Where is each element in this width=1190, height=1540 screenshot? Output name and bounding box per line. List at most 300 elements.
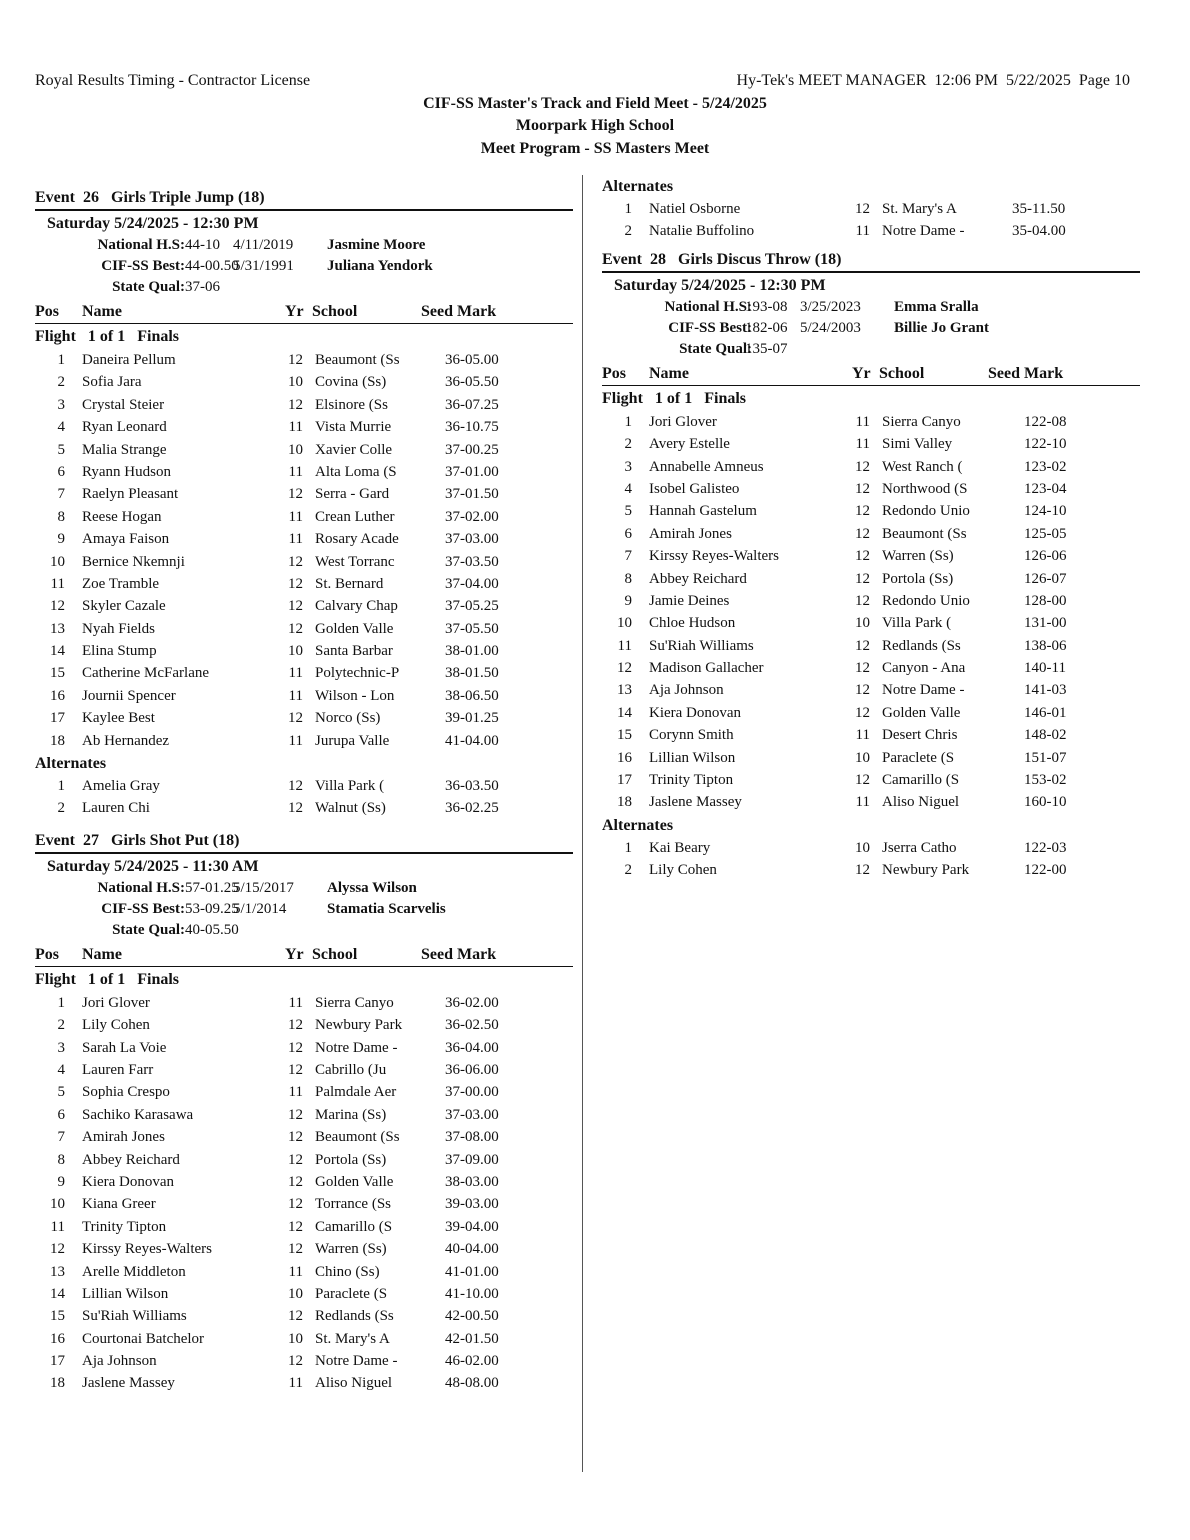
entry-row	[35, 685, 573, 707]
entry-name: Kiera Donovan	[649, 704, 742, 721]
entry-year: 12	[288, 710, 303, 727]
record-cifss	[35, 899, 573, 920]
entry-school: Jurupa Valle	[315, 732, 390, 749]
entry-seed-mark: 125-05	[1024, 525, 1067, 542]
entry-school: Alta Loma (S	[315, 463, 397, 480]
record-label: CIF-SS Best:	[101, 900, 185, 917]
entry-school: Covina (Ss)	[315, 374, 387, 391]
column-divider	[582, 175, 583, 1472]
entry-pos: 6	[57, 1106, 65, 1123]
entry-pos: 3	[57, 1039, 65, 1056]
entry-school: Beaumont (Ss	[882, 525, 967, 542]
entry-row	[35, 595, 573, 617]
entry-name: Sarah La Voie	[82, 1039, 167, 1056]
column-headers	[602, 363, 1140, 386]
entry-school: Notre Dame -	[315, 1353, 398, 1370]
entry-row	[602, 702, 1140, 724]
entry-seed-mark: 123-04	[1024, 480, 1067, 497]
entry-pos: 12	[50, 1241, 65, 1258]
entry-name: Su'Riah Williams	[649, 637, 754, 654]
venue-title: Moorpark High School	[515, 117, 675, 134]
record-national	[35, 878, 573, 899]
entry-year: 11	[288, 463, 303, 480]
col-pos: Pos	[602, 364, 626, 382]
entry-seed-mark: 41-10.00	[445, 1285, 499, 1302]
entry-year: 12	[855, 704, 870, 721]
record-date: 4/11/2019	[233, 237, 294, 253]
entry-row	[602, 568, 1140, 590]
entry-year: 10	[288, 1330, 303, 1347]
entry-row	[35, 394, 573, 416]
entry-name: Courtonai Batchelor	[82, 1330, 205, 1347]
entry-pos: 3	[57, 396, 65, 413]
entry-year: 12	[288, 553, 303, 570]
entry-seed-mark: 37-01.50	[445, 486, 499, 503]
entry-school: Aliso Niguel	[882, 794, 960, 811]
entry-row	[602, 545, 1140, 567]
entry-school: Marina (Ss)	[315, 1106, 387, 1123]
entry-school: Torrance (Ss	[315, 1196, 392, 1213]
entry-school: Newbury Park	[315, 1017, 403, 1034]
entry-name: Lily Cohen	[82, 1017, 150, 1034]
license-text: Royal Results Timing - Contractor License	[35, 72, 311, 89]
entry-seed-mark: 41-01.00	[445, 1263, 499, 1280]
entry-seed-mark: 148-02	[1024, 727, 1067, 744]
entry-year: 12	[288, 1017, 303, 1034]
entry-name: Raelyn Pleasant	[82, 486, 179, 503]
entry-school: Redlands (Ss	[315, 1308, 394, 1325]
entry-seed-mark: 39-01.25	[445, 710, 499, 727]
entry-row	[35, 707, 573, 729]
entry-seed-mark: 128-00	[1024, 592, 1067, 609]
record-holder: Billie Jo Grant	[894, 319, 989, 336]
entry-school: Beaumont (Ss	[315, 1129, 400, 1146]
entry-name: Amaya Faison	[82, 531, 170, 548]
entry-year: 10	[855, 615, 870, 632]
entry-year: 12	[855, 458, 870, 475]
entry-year: 12	[855, 637, 870, 654]
entry-seed-mark: 37-00.00	[445, 1084, 499, 1101]
entry-name: Sophia Crespo	[82, 1084, 170, 1101]
entry-seed-mark: 36-02.50	[445, 1017, 499, 1034]
record-date: 3/25/2023	[800, 298, 861, 315]
entry-school: Walnut (Ss)	[315, 800, 386, 817]
entry-name: Lillian Wilson	[82, 1285, 169, 1302]
entry-pos: 16	[50, 1330, 65, 1347]
entry-row	[35, 992, 573, 1014]
entry-seed-mark: 146-01	[1024, 704, 1067, 721]
event-title: Event 27 Girls Shot Put (18)	[35, 830, 573, 854]
entry-name: Zoe Tramble	[82, 575, 160, 592]
entry-year: 11	[855, 223, 870, 240]
entry-school: Santa Barbar	[315, 643, 393, 660]
entry-school: Golden Valle	[315, 620, 394, 637]
entry-year: 12	[288, 396, 303, 413]
entry-name: Aja Johnson	[82, 1353, 157, 1370]
entry-row	[602, 220, 1140, 242]
entry-year: 10	[288, 441, 303, 458]
entry-year: 12	[288, 598, 303, 615]
entry-seed-mark: 38-03.00	[445, 1173, 499, 1190]
col-school: School	[879, 364, 925, 382]
entry-year: 12	[855, 570, 870, 587]
program-title: Meet Program - SS Masters Meet	[480, 140, 710, 157]
entry-school: Golden Valle	[882, 704, 961, 721]
entry-name: Kai Beary	[649, 839, 711, 856]
entry-pos: 5	[57, 441, 65, 458]
entry-row	[35, 528, 573, 550]
entry-name: Hannah Gastelum	[649, 503, 757, 520]
entry-year: 10	[288, 1285, 303, 1302]
entry-name: Daneira Pellum	[82, 352, 176, 368]
entry-school: Chino (Ss)	[315, 1263, 380, 1280]
col-pos: Pos	[35, 303, 59, 320]
entry-school: Wilson - Lon	[315, 687, 395, 704]
event-section	[35, 830, 573, 1395]
col-yr: Yr	[852, 364, 871, 382]
entry-school: Cabrillo (Ju	[315, 1061, 387, 1078]
entry-school: Warren (Ss)	[315, 1241, 387, 1258]
entry-year: 12	[855, 592, 870, 609]
entry-year: 11	[288, 1375, 303, 1392]
record-holder: Jasmine Moore	[327, 237, 426, 253]
entry-row	[602, 769, 1140, 791]
entry-name: Ab Hernandez	[82, 732, 170, 749]
entry-seed-mark: 39-04.00	[445, 1218, 499, 1235]
entry-year: 12	[855, 503, 870, 520]
entry-school: Rosary Acade	[315, 531, 399, 548]
entry-row	[35, 483, 573, 505]
flight-label: Flight 1 of 1 Finals	[35, 970, 180, 988]
entry-name: Crystal Steier	[82, 396, 165, 413]
entry-year: 11	[288, 1263, 303, 1280]
record-holder: Stamatia Scarvelis	[327, 900, 446, 917]
entry-pos: 18	[617, 794, 632, 811]
column-headers	[35, 301, 573, 324]
event27-alternates-continued	[602, 175, 1140, 243]
record-state	[35, 920, 573, 941]
entry-seed-mark: 122-08	[1024, 413, 1067, 430]
entry-pos: 5	[57, 1084, 65, 1101]
alternates-list	[602, 837, 1140, 882]
entry-name: Corynn Smith	[649, 727, 734, 744]
entry-pos: 2	[57, 374, 65, 391]
entry-name: Kirssy Reyes-Walters	[649, 548, 780, 565]
entry-seed-mark: 42-00.50	[445, 1308, 499, 1325]
entry-seed-mark: 38-01.00	[445, 643, 499, 660]
record-state	[35, 277, 573, 298]
entry-row	[35, 775, 573, 797]
entry-seed-mark: 36-03.50	[445, 778, 499, 795]
entry-year: 12	[855, 682, 870, 699]
entry-name: Isobel Galisteo	[649, 480, 740, 497]
entry-year: 12	[855, 201, 870, 217]
entry-year: 11	[855, 413, 870, 430]
entry-school: Crean Luther	[315, 508, 395, 525]
entry-school: Newbury Park	[882, 862, 970, 879]
entry-row	[35, 1261, 573, 1283]
entry-row	[35, 1081, 573, 1103]
entry-year: 11	[855, 436, 870, 453]
entry-seed-mark: 36-04.00	[445, 1039, 499, 1056]
col-seed: Seed Mark	[421, 303, 497, 320]
entry-pos: 1	[624, 413, 632, 430]
entry-pos: 10	[617, 615, 632, 632]
entry-name: Reese Hogan	[82, 508, 162, 525]
entry-seed-mark: 41-04.00	[445, 732, 499, 749]
entry-school: Portola (Ss)	[882, 570, 954, 587]
entry-seed-mark: 37-04.00	[445, 575, 499, 592]
entry-name: Annabelle Amneus	[649, 458, 764, 475]
entry-pos: 1	[57, 778, 65, 795]
entry-school: Paraclete (S	[315, 1285, 388, 1302]
entry-seed-mark: 36-05.00	[445, 352, 499, 368]
entry-name: Bernice Nkemnji	[82, 553, 185, 570]
entry-pos: 2	[57, 1017, 65, 1034]
entry-pos: 10	[50, 553, 65, 570]
entry-year: 11	[288, 687, 303, 704]
entry-seed-mark: 38-06.50	[445, 687, 499, 704]
entry-pos: 15	[617, 727, 632, 744]
entry-year: 12	[288, 1308, 303, 1325]
entry-row	[35, 416, 573, 438]
entry-row	[35, 1328, 573, 1350]
entry-seed-mark: 40-04.00	[445, 1241, 499, 1258]
entry-year: 11	[288, 508, 303, 525]
entry-seed-mark: 38-01.50	[445, 665, 499, 682]
entry-name: Aja Johnson	[649, 682, 724, 699]
entry-year: 11	[855, 727, 870, 744]
entry-pos: 8	[57, 508, 65, 525]
entry-school: Sierra Canyo	[882, 413, 961, 430]
entry-row	[602, 657, 1140, 679]
entry-name: Chloe Hudson	[649, 615, 736, 632]
entry-seed-mark: 153-02	[1024, 772, 1067, 789]
entry-seed-mark: 36-10.75	[445, 419, 499, 436]
entry-row	[35, 573, 573, 595]
entry-year: 12	[855, 480, 870, 497]
entry-year: 11	[288, 994, 303, 1011]
entry-pos: 11	[50, 575, 65, 592]
entry-name: Amelia Gray	[82, 778, 160, 795]
entry-year: 12	[288, 1129, 303, 1146]
col-seed: Seed Mark	[988, 364, 1064, 382]
entry-school: Redondo Unio	[882, 592, 970, 609]
entry-year: 11	[288, 665, 303, 682]
entry-year: 12	[288, 800, 303, 817]
col-name: Name	[82, 945, 122, 963]
event-title: Event 26 Girls Triple Jump (18)	[35, 187, 573, 211]
session-time: Saturday 5/24/2025 - 11:30 AM	[47, 857, 259, 875]
entry-name: Malia Strange	[82, 441, 167, 458]
entry-pos: 13	[50, 620, 65, 637]
entry-seed-mark: 122-03	[1024, 839, 1067, 856]
entry-pos: 17	[50, 1353, 65, 1370]
col-name: Name	[82, 303, 122, 320]
entry-name: Sachiko Karasawa	[82, 1106, 194, 1123]
entry-pos: 6	[624, 525, 632, 542]
entry-pos: 9	[57, 1173, 65, 1190]
entry-pos: 1	[57, 352, 65, 368]
entry-name: Amirah Jones	[649, 525, 732, 542]
entry-row	[35, 371, 573, 393]
record-mark: 44-00.50	[185, 258, 239, 274]
entry-seed-mark: 35-04.00	[1012, 223, 1066, 240]
col-school: School	[312, 945, 358, 963]
event-title: Event 28 Girls Discus Throw (18)	[602, 249, 1140, 273]
entry-pos: 17	[617, 772, 632, 789]
entry-school: Canyon - Ana	[882, 660, 966, 677]
entry-name: Arelle Middleton	[82, 1263, 186, 1280]
entry-row	[35, 1305, 573, 1327]
entry-name: Jaslene Massey	[82, 1375, 175, 1392]
entry-row	[35, 730, 573, 752]
entry-pos: 4	[57, 1061, 65, 1078]
entry-seed-mark: 35-11.50	[1012, 201, 1066, 217]
entry-year: 12	[288, 1241, 303, 1258]
record-cifss	[35, 256, 573, 277]
entry-seed-mark: 126-07	[1024, 570, 1067, 587]
entry-school: Notre Dame -	[882, 682, 965, 699]
entry-name: Jamie Deines	[649, 592, 730, 609]
event-section	[35, 187, 573, 820]
entry-pos: 16	[50, 687, 65, 704]
record-label: CIF-SS Best:	[668, 319, 752, 336]
entry-row	[35, 640, 573, 662]
entry-school: Villa Park (	[315, 778, 385, 795]
entry-row	[35, 1238, 573, 1260]
entry-seed-mark: 37-01.00	[445, 463, 499, 480]
entry-year: 10	[288, 643, 303, 660]
entry-name: Lauren Chi	[82, 800, 150, 817]
record-mark: 44-10	[185, 237, 220, 253]
entry-name: Lily Cohen	[649, 862, 717, 879]
entry-row	[35, 1193, 573, 1215]
entry-name: Sofia Jara	[82, 374, 142, 391]
entry-seed-mark: 138-06	[1024, 637, 1067, 654]
right-column	[602, 175, 1140, 882]
entry-pos: 11	[50, 1218, 65, 1235]
record-mark: 57-01.25	[185, 879, 239, 896]
entry-school: Calvary Chap	[315, 598, 398, 615]
record-mark: 135-07	[745, 340, 788, 357]
entry-seed-mark: 36-07.25	[445, 396, 499, 413]
entry-seed-mark: 123-02	[1024, 458, 1067, 475]
entry-seed-mark: 37-00.25	[445, 441, 499, 458]
entry-seed-mark: 160-10	[1024, 794, 1067, 811]
entry-row	[602, 456, 1140, 478]
entry-row	[35, 1216, 573, 1238]
entry-school: Paraclete (S	[882, 749, 955, 766]
entry-year: 12	[288, 352, 303, 368]
entry-seed-mark: 48-08.00	[445, 1375, 499, 1392]
entry-pos: 7	[57, 1129, 65, 1146]
record-date: 5/15/2017	[233, 879, 294, 896]
entry-year: 12	[288, 1061, 303, 1078]
entry-seed-mark: 131-00	[1024, 615, 1067, 632]
entry-school: Camarillo (S	[315, 1218, 393, 1235]
entry-seed-mark: 37-05.50	[445, 620, 499, 637]
flight-label: Flight 1 of 1 Finals	[35, 328, 180, 345]
entry-seed-mark: 36-05.50	[445, 374, 499, 391]
record-date: 5/31/1991	[233, 258, 294, 274]
entry-pos: 16	[617, 749, 632, 766]
entry-row	[602, 724, 1140, 746]
meet-title: CIF-SS Master's Track and Field Meet - 5/24/2025	[423, 95, 767, 112]
entry-school: West Torranc	[315, 553, 395, 570]
entry-year: 10	[855, 839, 870, 856]
col-pos: Pos	[35, 945, 59, 963]
entry-row	[35, 439, 573, 461]
record-label: State Qual:	[112, 921, 185, 938]
record-national	[35, 235, 573, 256]
entry-pos: 8	[624, 570, 632, 587]
entry-school: Golden Valle	[315, 1173, 394, 1190]
entry-year: 10	[288, 374, 303, 391]
record-date: 5/1/2014	[233, 900, 287, 917]
entry-school: Elsinore (Ss	[315, 396, 388, 413]
software-page-info: Hy-Tek's MEET MANAGER 12:06 PM 5/22/2025 Page 10	[736, 72, 1130, 89]
record-holder: Juliana Yendork	[327, 258, 433, 274]
entry-row	[35, 461, 573, 483]
entry-row	[602, 411, 1140, 433]
entry-pos: 15	[50, 1308, 65, 1325]
entry-row	[35, 551, 573, 573]
entry-school: West Ranch (	[882, 458, 963, 475]
entry-row	[35, 1171, 573, 1193]
entry-row	[35, 349, 573, 371]
entry-seed-mark: 122-00	[1024, 862, 1067, 879]
entry-school: Warren (Ss)	[882, 548, 954, 565]
entry-pos: 1	[57, 994, 65, 1011]
entry-year: 12	[288, 1106, 303, 1123]
entry-school: Aliso Niguel	[315, 1375, 393, 1392]
col-school: School	[312, 303, 358, 320]
entry-seed-mark: 141-03	[1024, 682, 1067, 699]
entry-pos: 7	[624, 548, 632, 565]
entry-pos: 2	[624, 223, 632, 240]
entry-seed-mark: 122-10	[1024, 436, 1067, 453]
entry-pos: 10	[50, 1196, 65, 1213]
record-holder: Emma Sralla	[894, 298, 979, 315]
record-national	[602, 297, 1140, 318]
entry-row	[602, 747, 1140, 769]
event-section	[602, 249, 1140, 882]
entry-row	[35, 1037, 573, 1059]
entry-seed-mark: 140-11	[1024, 660, 1066, 677]
entry-pos: 1	[624, 839, 632, 856]
entry-school: Simi Valley	[882, 436, 953, 453]
entry-seed-mark: 46-02.00	[445, 1353, 499, 1370]
entry-row	[35, 1283, 573, 1305]
entry-name: Catherine McFarlane	[82, 665, 210, 682]
entry-name: Elina Stump	[82, 643, 157, 660]
entry-year: 11	[288, 732, 303, 749]
entry-pos: 18	[50, 732, 65, 749]
left-column	[35, 187, 573, 1395]
alternates-label: Alternates	[602, 178, 674, 195]
record-label: State Qual:	[112, 279, 185, 295]
entry-name: Abbey Reichard	[82, 1151, 180, 1168]
entry-year: 12	[855, 548, 870, 565]
entry-school: Vista Murrie	[315, 419, 392, 436]
entry-name: Trinity Tipton	[82, 1218, 167, 1235]
entry-row	[602, 859, 1140, 881]
entry-name: Ryan Leonard	[82, 419, 167, 436]
entry-school: Redondo Unio	[882, 503, 970, 520]
entry-name: Ryann Hudson	[82, 463, 171, 480]
entry-list	[602, 411, 1140, 814]
